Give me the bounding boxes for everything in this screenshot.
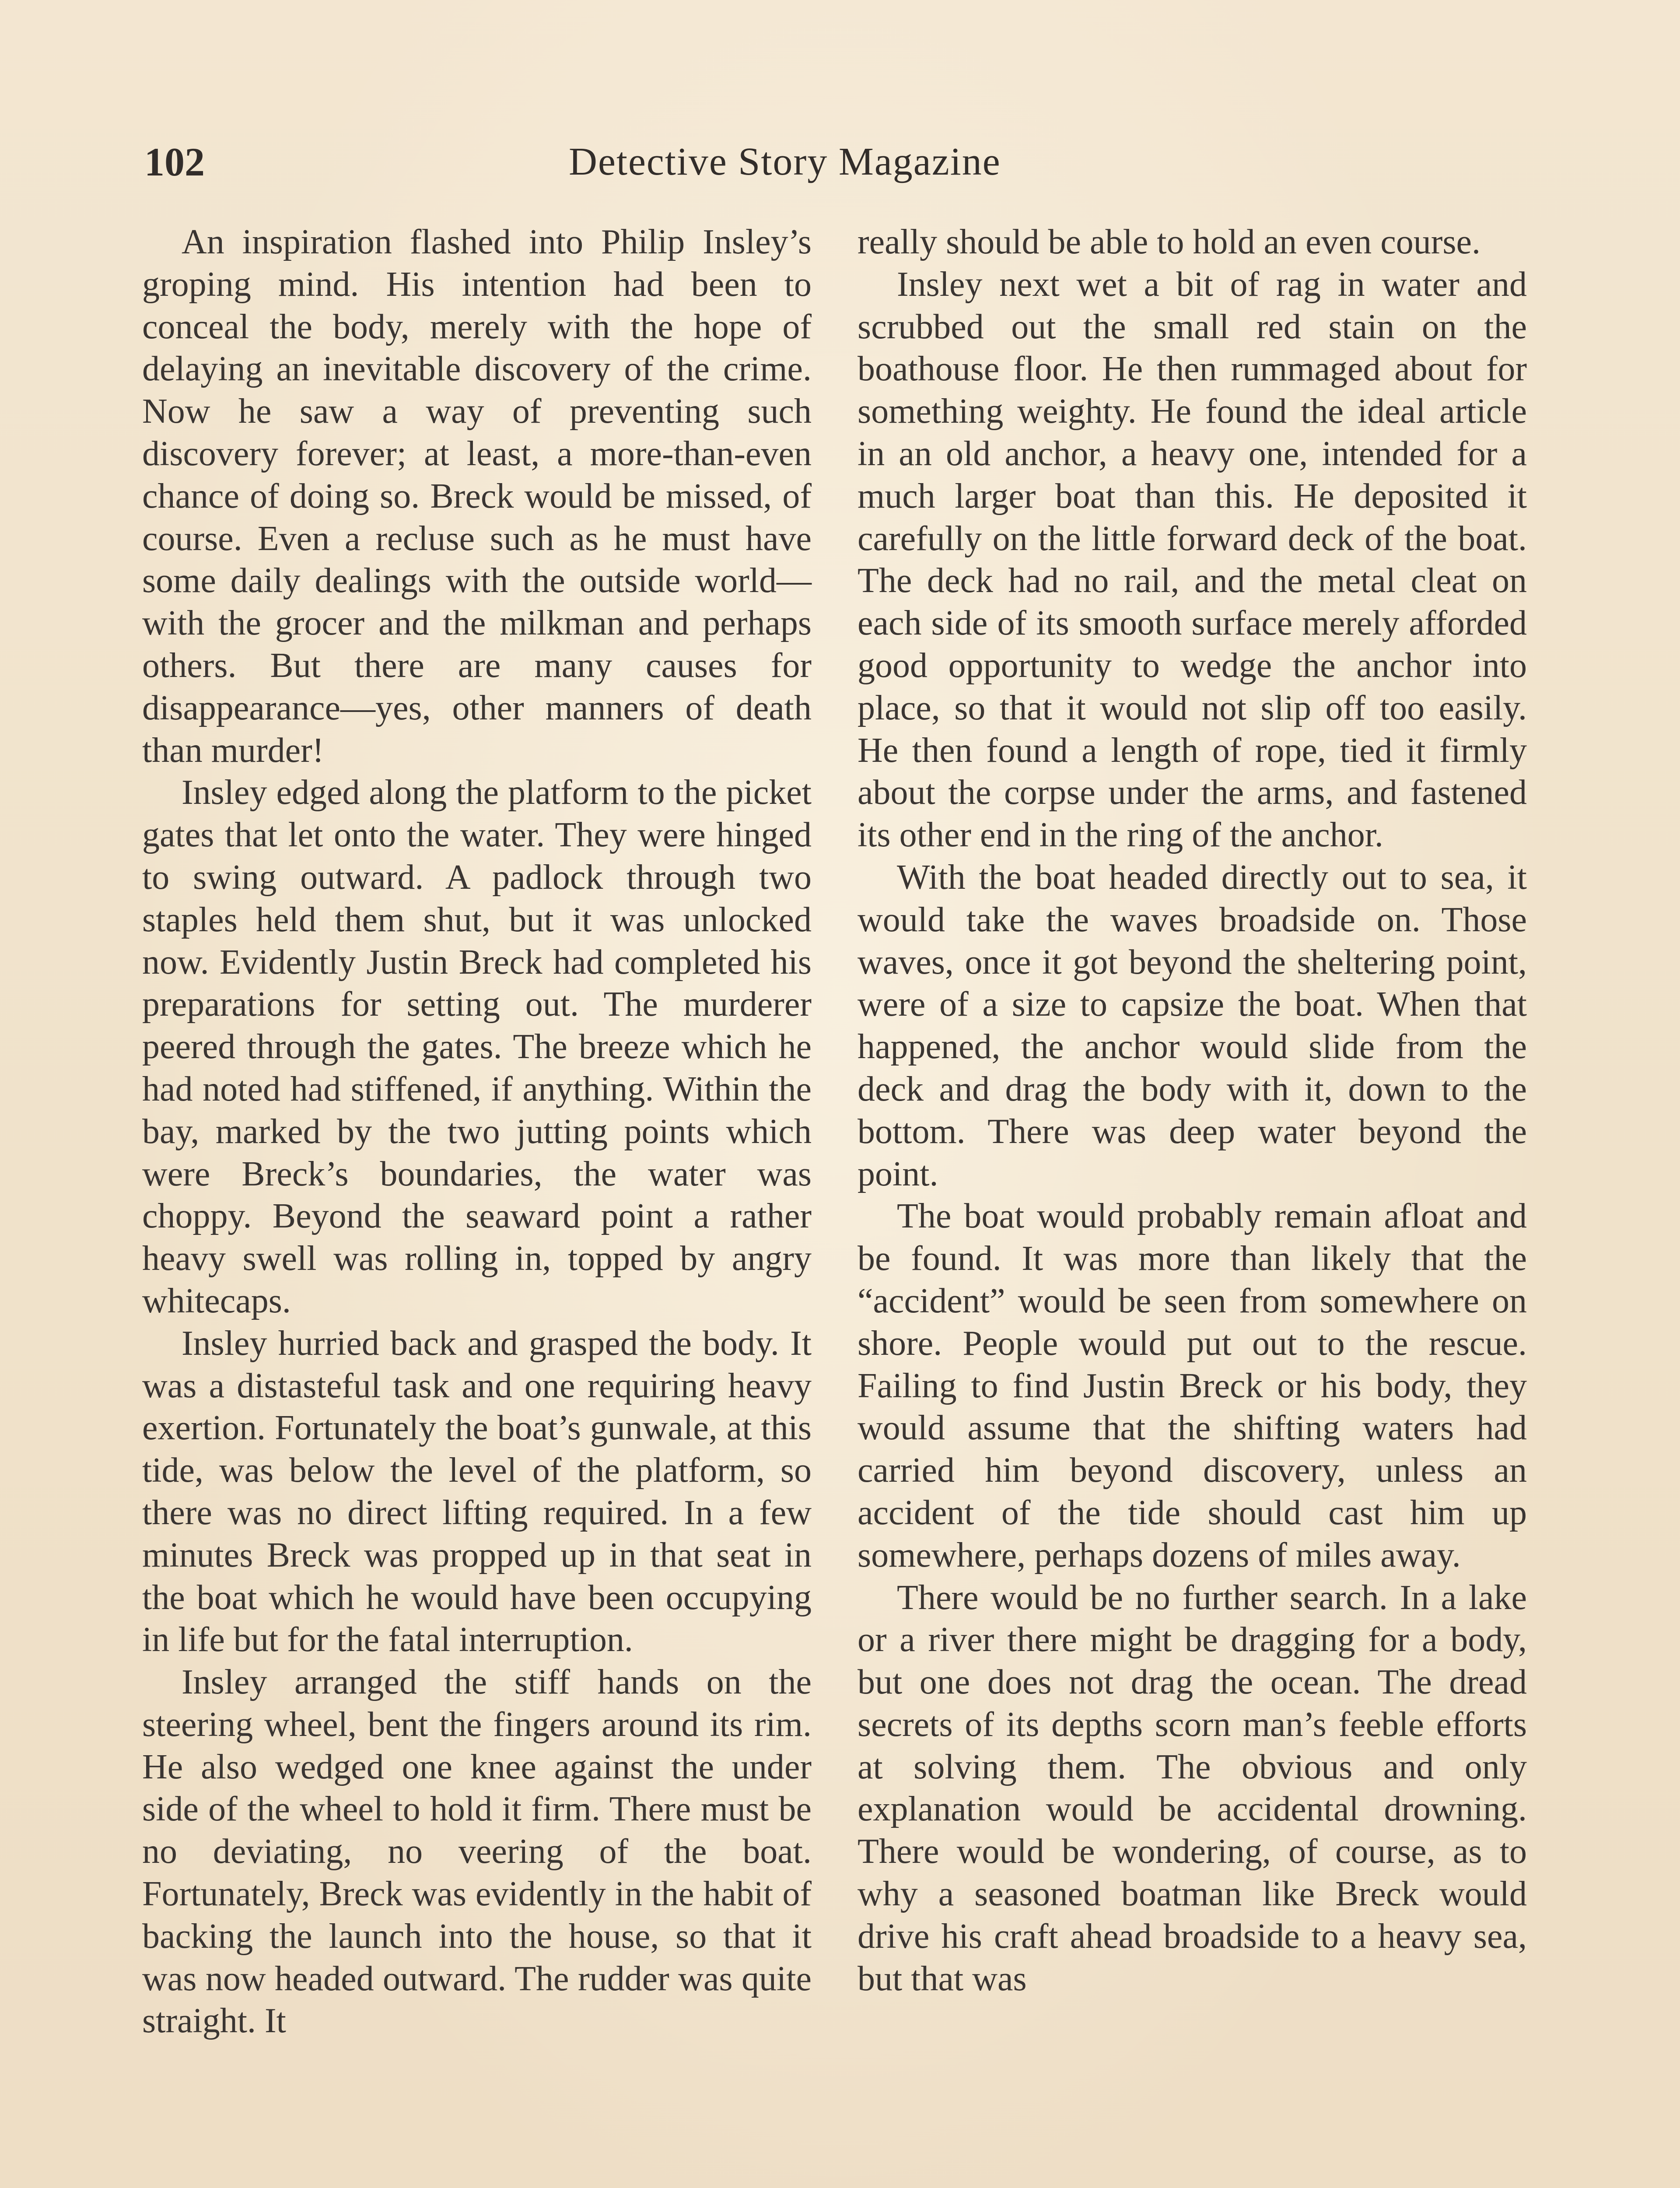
- paragraph: With the boat headed directly out to sea, it would take the waves broadside on. Those waves, once it got beyond the sheltering point, were of a size to capsize the boat. When that happened, the anchor would slide from the deck and drag the body with it, down to the bottom. There was deep water beyond the point.: [858, 858, 1527, 1193]
- paragraph: An inspiration flashed into Philip Insley’s groping mind. His intention had been to conceal the body, merely with the hope of delaying an inevitable discovery of the crime. Now he saw a way of preventing such discovery forever; at least, a more-than-even chance of doing so. Breck would be missed, of course. Even a recluse such as he must have some daily dealings with the outside world—with the grocer and the milkman and perhaps others. But there are many causes for disappearance—yes, other manners of death than murder!: [142, 223, 812, 770]
- paragraph: There would be no further search. In a lake or a river there might be dragging for a body, but one does not drag the ocean. The dread secrets of its depths scorn man’s feeble efforts at solving them. The obvious and only explanation would be accidental drowning. There would be wondering, of course, as to why a seasoned boatman like Breck would drive his craft ahead broadside to a heavy sea, but that was: [858, 1578, 1527, 1998]
- page-number: 102: [144, 140, 205, 184]
- running-head: Detective Story Magazine: [569, 140, 1001, 183]
- paragraph-continued: really should be able to hold an even course.: [858, 223, 1480, 261]
- paragraph: Insley edged along the platform to the picket gates that let onto the water. They were hinged to swing outward. A padlock through two staples held them shut, but it was unlocked now. Evidently Justin Breck had completed his preparations for setting out. The murderer peered through the gates. The breeze which he had noted had stiffened, if anything. Within the bay, marked by the two jutting points which were Breck’s boundaries, the water was choppy. Beyond the seaward point a rather heavy swell was rolling in, topped by angry whitecaps.: [142, 773, 812, 1320]
- paragraph: Insley arranged the stiff hands on the steering wheel, bent the fingers around its rim. He also wedged one knee against the under side of the wheel to hold it firm. There must be no deviating, no veering of the boat. Fortunately, Breck was evidently in the habit of backing the launch into the house, so that it was now headed outward. The rudder was quite straight. It: [142, 1663, 812, 2041]
- paragraph: The boat would probably remain afloat and be found. It was more than likely that the “accident” would be seen from somewhere on shore. People would put out to the rescue. Failing to find Justin Breck or his body, they would assume that the shifting waters had carried him beyond discovery, unless an accident of the tide should cast him up somewhere, perhaps dozens of miles away.: [858, 1197, 1527, 1574]
- left-column: [142, 221, 812, 2042]
- paragraph: Insley hurried back and grasped the body. It was a distasteful task and one requiring heavy exertion. Fortunately the boat’s gunwale, at this tide, was below the level of the platform, so there was no direct lifting required. In a few minutes Breck was propped up in that seat in the boat which he would have been occupying in life but for the fatal interruption.: [142, 1324, 812, 1659]
- right-column: [858, 221, 1527, 2000]
- paragraph: Insley next wet a bit of rag in water and scrubbed out the small red stain on the boathouse floor. He then rummaged about for something weighty. He found the ideal article in an old anchor, a heavy one, intended for a much larger boat than this. He deposited it carefully on the little forward deck of the boat. The deck had no rail, and the metal cleat on each side of its smooth surface merely afforded good opportunity to wedge the anchor into place, so that it would not slip off too easily. He then found a length of rope, tied it firmly about the corpse under the arms, and fastened its other end in the ring of the anchor.: [858, 265, 1527, 855]
- page-header: [144, 127, 1536, 197]
